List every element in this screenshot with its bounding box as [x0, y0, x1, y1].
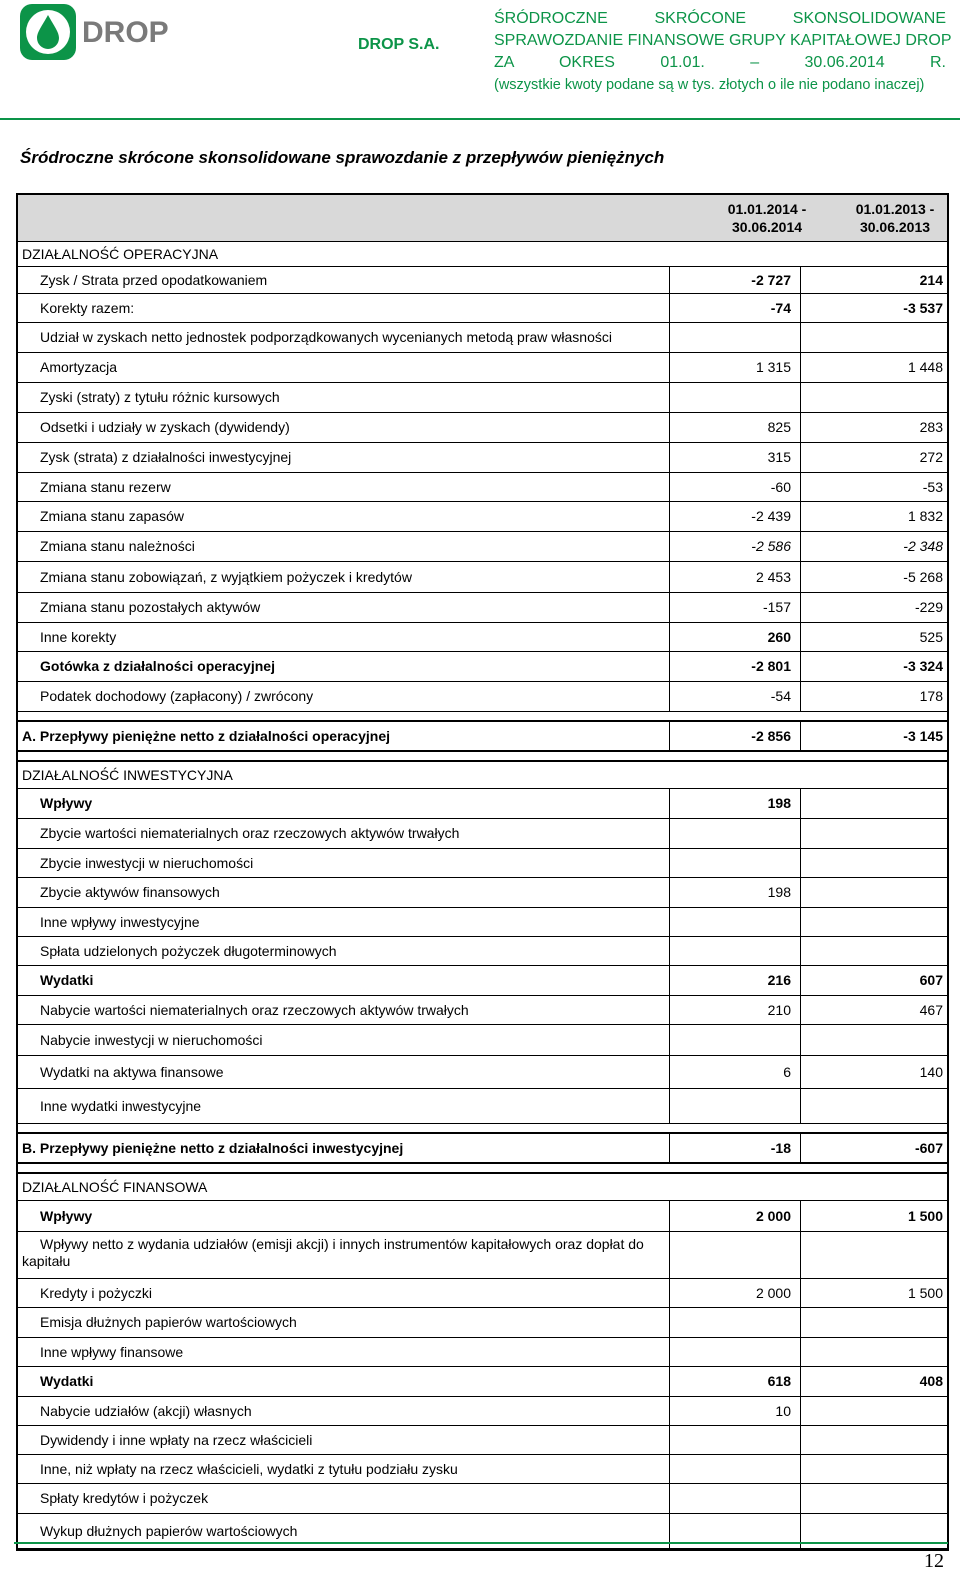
row-label: Inne wpływy finansowe	[40, 1344, 184, 1360]
table-header-row	[18, 195, 947, 242]
section-heading-row	[18, 242, 947, 267]
table-row	[18, 443, 947, 473]
value-2014	[669, 937, 797, 965]
value-2014: 10	[669, 1397, 797, 1425]
report-title-block	[494, 8, 952, 96]
value-2013: -3 145	[800, 722, 949, 750]
row-label: Spłaty kredytów i pożyczek	[40, 1490, 209, 1506]
table-row	[18, 878, 947, 908]
table-row	[18, 966, 947, 996]
row-label: Spłata udzielonych pożyczek długoterminowych	[40, 943, 337, 959]
section-heading: DZIAŁALNOŚĆ INWESTYCYJNA	[22, 767, 233, 783]
table-row	[18, 1397, 947, 1426]
value-2014: 2 000	[669, 1201, 797, 1231]
table-row	[18, 353, 947, 383]
value-2014	[669, 1338, 797, 1366]
value-2013: 525	[800, 623, 949, 651]
drop-logo	[20, 4, 192, 60]
section-spacer	[18, 752, 947, 762]
section-heading: DZIAŁALNOŚĆ FINANSOWA	[22, 1179, 208, 1195]
value-2013: 272	[800, 443, 949, 472]
row-label: Dywidendy i inne wpłaty na rzecz właścicieli	[40, 1432, 313, 1448]
table-row	[18, 908, 947, 937]
value-2014: 618	[669, 1367, 797, 1396]
column-header-2013: 01.01.2013 - 30.06.2013	[855, 201, 935, 235]
row-label: B. Przepływy pieniężne netto z działalności inwestycyjnej	[22, 1140, 404, 1156]
value-2013	[800, 819, 949, 848]
report-title-line: ŚRÓDROCZNE SKRÓCONE SKONSOLIDOWANE	[494, 10, 946, 27]
value-2014: -2 856	[669, 722, 797, 750]
value-2013	[800, 1308, 949, 1337]
value-2013: 178	[800, 682, 949, 711]
value-2014	[669, 819, 797, 848]
table-row	[18, 1426, 947, 1455]
value-2013: -2 348	[800, 532, 949, 561]
row-label: Zbycie aktywów finansowych	[40, 884, 220, 900]
value-2013	[800, 1232, 949, 1278]
value-2014: 825	[669, 413, 797, 442]
value-2014: -60	[669, 473, 797, 501]
value-2014: 2 453	[669, 562, 797, 592]
row-label: Zmiana stanu zapasów	[40, 508, 184, 524]
value-2013: -3 537	[800, 294, 949, 322]
value-2013: -53	[800, 473, 949, 501]
row-label: Zysk (strata) z działalności inwestycyjnej	[40, 449, 292, 465]
value-2013	[800, 1338, 949, 1366]
value-2014	[669, 1426, 797, 1454]
value-2014	[669, 1089, 797, 1123]
value-2013: 467	[800, 996, 949, 1024]
row-label: Amortyzacja	[40, 359, 118, 375]
value-2014: -2 439	[669, 502, 797, 531]
row-label: Nabycie inwestycji w nieruchomości	[40, 1032, 263, 1048]
table-row	[18, 532, 947, 562]
page-header	[0, 0, 960, 122]
row-label: Nabycie wartości niematerialnych oraz rzeczowych aktywów trwałych	[40, 1002, 469, 1018]
row-label: Inne korekty	[40, 629, 117, 645]
value-2013: 1 500	[800, 1279, 949, 1307]
table-row	[18, 294, 947, 323]
value-2014	[669, 323, 797, 352]
value-2014: 2 000	[669, 1279, 797, 1307]
row-label: Odsetki i udziały w zyskach (dywidendy)	[40, 419, 290, 435]
section-spacer	[18, 712, 947, 722]
row-label: Udział w zyskach netto jednostek podporządkowanych wycenianych metodą praw własności	[40, 329, 612, 345]
value-2014: 198	[669, 789, 797, 818]
footer-divider	[14, 1542, 948, 1544]
value-2013: -229	[800, 593, 949, 622]
value-2013: 140	[800, 1056, 949, 1088]
table-row	[18, 1232, 947, 1279]
row-label: Zbycie inwestycji w nieruchomości	[40, 855, 254, 871]
value-2014	[669, 383, 797, 412]
value-2014: -157	[669, 593, 797, 622]
value-2013	[800, 1089, 949, 1123]
table-row	[18, 1056, 947, 1089]
table-row	[18, 1367, 947, 1397]
document-title: Śródroczne skrócone skonsolidowane sprawozdanie z przepływów pieniężnych	[20, 148, 665, 167]
value-2014: -2 727	[669, 267, 797, 293]
value-2014: -2 586	[669, 532, 797, 561]
row-label: Emisja dłużnych papierów wartościowych	[40, 1314, 297, 1330]
row-label: Zmiana stanu rezerw	[40, 479, 171, 495]
value-2014	[669, 849, 797, 877]
table-row	[18, 1201, 947, 1232]
row-label: Wpływy	[40, 795, 93, 811]
value-2014: -74	[669, 294, 797, 322]
value-2013: -3 324	[800, 652, 949, 681]
value-2013: 214	[800, 267, 949, 293]
report-title-line: SPRAWOZDANIE FINANSOWE GRUPY KAPITAŁOWEJ DROP	[494, 32, 952, 49]
currency-note: (wszystkie kwoty podane są w tys. złotych o ile nie podano inaczej)	[494, 77, 925, 93]
section-spacer	[18, 1124, 947, 1134]
value-2013	[800, 908, 949, 936]
value-2013	[800, 937, 949, 965]
value-2014	[669, 908, 797, 936]
row-label: Korekty razem:	[40, 300, 135, 316]
row-label: Zysk / Strata przed opodatkowaniem	[40, 272, 268, 288]
value-2013	[800, 1025, 949, 1055]
value-2014: -2 801	[669, 652, 797, 681]
table-row	[18, 1308, 947, 1338]
row-label: Zyski (straty) z tytułu różnic kursowych	[40, 389, 280, 405]
value-2013	[800, 1484, 949, 1513]
value-2014	[669, 1232, 797, 1278]
row-label: Zmiana stanu pozostałych aktywów	[40, 599, 261, 615]
section-heading-row	[18, 1174, 947, 1201]
row-label: Podatek dochodowy (zapłacony) / zwrócony	[40, 688, 314, 704]
svg-text:DROP: DROP	[82, 16, 169, 49]
section-spacer	[18, 1164, 947, 1174]
value-2013	[800, 1455, 949, 1483]
page-number: 12	[924, 1550, 944, 1572]
row-label: Inne wpływy inwestycyjne	[40, 914, 200, 930]
row-label: Inne wydatki inwestycyjne	[40, 1098, 202, 1114]
value-2013: 408	[800, 1367, 949, 1396]
row-label: A. Przepływy pieniężne netto z działalności operacyjnej	[22, 728, 390, 744]
table-row	[18, 562, 947, 593]
row-label: Zmiana stanu należności	[40, 538, 195, 554]
table-row	[18, 413, 947, 443]
table-row	[18, 682, 947, 712]
column-header-2014: 01.01.2014 - 30.06.2014	[727, 201, 807, 235]
row-label: Wydatki	[40, 1373, 94, 1389]
table-row	[18, 502, 947, 532]
value-2014: 6	[669, 1056, 797, 1088]
value-2013: 1 500	[800, 1201, 949, 1231]
cash-flow-table	[16, 193, 949, 1551]
value-2013	[800, 383, 949, 412]
value-2013	[800, 789, 949, 818]
row-label: Kredyty i pożyczki	[40, 1285, 153, 1301]
company-name: DROP S.A.	[358, 36, 440, 53]
table-row	[18, 652, 947, 682]
table-row	[18, 1455, 947, 1484]
total-row	[18, 1134, 947, 1164]
table-row	[18, 996, 947, 1025]
section-heading-row	[18, 762, 947, 789]
table-row	[18, 593, 947, 623]
value-2014: 260	[669, 623, 797, 651]
value-2013	[800, 878, 949, 907]
row-label: Wydatki	[40, 972, 94, 988]
table-row	[18, 1279, 947, 1308]
table-row	[18, 849, 947, 878]
table-row	[18, 1025, 947, 1056]
header-divider	[0, 118, 960, 120]
table-row	[18, 623, 947, 652]
table-row	[18, 789, 947, 819]
row-label: Zbycie wartości niematerialnych oraz rzeczowych aktywów trwałych	[40, 825, 460, 841]
row-label: Wpływy netto z wydania udziałów (emisji akcji) i innych instrumentów kapitałowych oraz dopłat do kapitału	[22, 1236, 644, 1269]
table-row	[18, 819, 947, 849]
row-label: Nabycie udziałów (akcji) własnych	[40, 1403, 252, 1419]
report-title-line: ZA OKRES 01.01. – 30.06.2014 R.	[494, 54, 946, 71]
value-2013: 1 832	[800, 502, 949, 531]
value-2013: -5 268	[800, 562, 949, 592]
table-row	[18, 1484, 947, 1514]
row-label: Gotówka z działalności operacyjnej	[40, 658, 275, 674]
value-2013	[800, 323, 949, 352]
value-2013: -607	[800, 1134, 949, 1162]
value-2013	[800, 1397, 949, 1425]
total-row	[18, 722, 947, 752]
value-2013: 1 448	[800, 353, 949, 382]
value-2014: -54	[669, 682, 797, 711]
table-row	[18, 1338, 947, 1367]
section-heading: DZIAŁALNOŚĆ OPERACYJNA	[22, 246, 219, 262]
value-2014: 315	[669, 443, 797, 472]
value-2014: 198	[669, 878, 797, 907]
value-2014	[669, 1308, 797, 1337]
value-2014: 210	[669, 996, 797, 1024]
value-2013	[800, 849, 949, 877]
row-label: Zmiana stanu zobowiązań, z wyjątkiem pożyczek i kredytów	[40, 569, 412, 585]
value-2013	[800, 1426, 949, 1454]
row-label: Wpływy	[40, 1208, 93, 1224]
row-label: Wykup dłużnych papierów wartościowych	[40, 1523, 298, 1539]
table-row	[18, 937, 947, 966]
value-2014: 1 315	[669, 353, 797, 382]
value-2014	[669, 1455, 797, 1483]
row-label: Wydatki na aktywa finansowe	[40, 1064, 224, 1080]
value-2014	[669, 1025, 797, 1055]
table-row	[18, 1089, 947, 1124]
row-label: Inne, niż wpłaty na rzecz właścicieli, wydatki z tytułu podziału zysku	[40, 1461, 458, 1477]
table-row	[18, 473, 947, 502]
table-row	[18, 323, 947, 353]
value-2014: -18	[669, 1134, 797, 1162]
table-body	[18, 242, 947, 1549]
value-2014: 216	[669, 966, 797, 995]
value-2013: 607	[800, 966, 949, 995]
table-row	[18, 267, 947, 294]
value-2014	[669, 1484, 797, 1513]
value-2013: 283	[800, 413, 949, 442]
table-row	[18, 383, 947, 413]
